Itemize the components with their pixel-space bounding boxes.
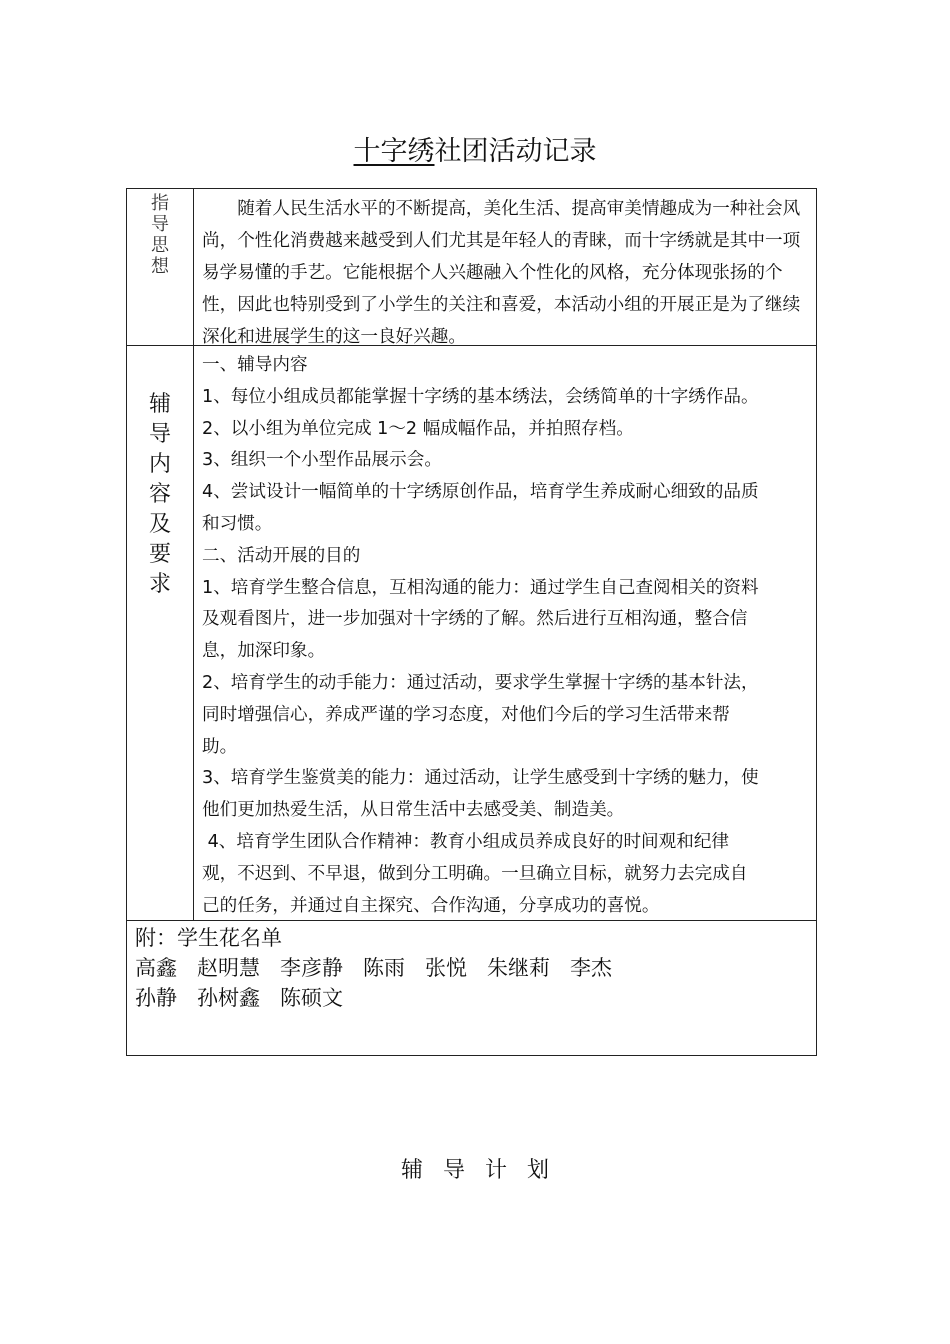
content-line: 和习惯。 [202,513,273,534]
student-name: 孙树鑫 [197,986,260,1010]
attachment-row [127,921,817,1056]
content-line: 息，加深印象。 [202,641,326,662]
attachment-cell [127,921,817,1056]
content-text [194,346,816,920]
content-line: 2、以小组为单位完成 1～2 幅成幅作品，并拍照存档。 [202,418,634,439]
content-line: 二、活动开展的目的 [202,545,361,566]
content-line: 他们更加热爱生活，从日常生活中去感受美、制造美。 [202,800,625,821]
student-name: 陈硕文 [280,986,343,1010]
content-line: 及观看图片，进一步加强对十字绣的了解。然后进行互相沟通，整合信 [202,609,748,630]
student-name: 朱继莉 [487,956,550,980]
content-line: 4、培育学生团队合作精神：教育小组成员养成良好的时间观和纪律 [202,831,730,852]
content-line: 1、每位小组成员都能掌握十字绣的基本绣法，会绣简单的十字绣作品。 [202,386,759,407]
page-title [0,132,950,172]
footer-heading: 辅导计划 [400,1158,569,1183]
content-line: 1、培育学生整合信息，互相沟通的能力：通过学生自己查阅相关的资料 [202,577,759,598]
names-row-1 [135,953,808,983]
content-row [127,346,817,921]
student-name: 赵明慧 [197,956,260,980]
content-line: 同时增强信心，养成严谨的学习态度，对他们今后的学习生活带来帮 [202,704,730,725]
content-line: 助。 [202,736,238,757]
guide-text: 随着人民生活水平的不断提高，美化生活、提高审美情趣成为一种社会风尚，个性化消费越来越受到人们尤其是年轻人的青睐，而十字绣就是其中一项易学易懂的手艺。它能根据个人兴趣融入个性化的风格，充分体现张扬的个性，因此也特别受到了小学生的关注和喜爱，本活动小组的开展正是为了继续深化和进展学生的这一良好兴趣。 [202,199,801,347]
page-title-underlined: 十字绣 [353,136,435,167]
student-name: 李杰 [570,956,612,980]
student-name: 张悦 [425,956,467,980]
content-line: 3、培育学生鉴赏美的能力：通过活动，让学生感受到十字绣的魅力，使 [202,768,759,789]
content-line: 己的任务，并通过自主探究、合作沟通，分享成功的喜悦。 [202,895,660,916]
content-line: 观，不迟到、不早退，做到分工明确。一旦确立目标，就努力去完成自 [202,863,748,884]
student-name: 陈雨 [363,956,405,980]
content-text-cell [194,346,817,921]
content-line: 2、培育学生的动手能力：通过活动，要求学生掌握十字绣的基本针法， [202,672,759,693]
guide-text-cell [194,189,817,346]
guide-row [127,189,817,346]
content-label: 辅 导 内 容 及 要 求 [148,392,171,597]
content-line: 一、辅导内容 [202,355,308,375]
content-label-cell [127,346,194,921]
page-title-rest: 社团活动记录 [434,136,597,167]
attachment-heading: 附：学生花名单 [135,926,282,950]
guide-label-cell [127,189,194,346]
student-name: 孙静 [135,986,177,1010]
guide-label: 指 导 思 想 [151,193,169,277]
record-table [126,188,817,1056]
names-row-2 [135,983,808,1013]
content-line: 4、尝试设计一幅简单的十字绣原创作品，培育学生养成耐心细致的品质 [202,482,759,503]
student-name: 高鑫 [135,956,177,980]
content-line: 3、组织一个小型作品展示会。 [202,450,442,471]
student-name: 李彦静 [280,956,343,980]
attachment [127,921,816,1055]
